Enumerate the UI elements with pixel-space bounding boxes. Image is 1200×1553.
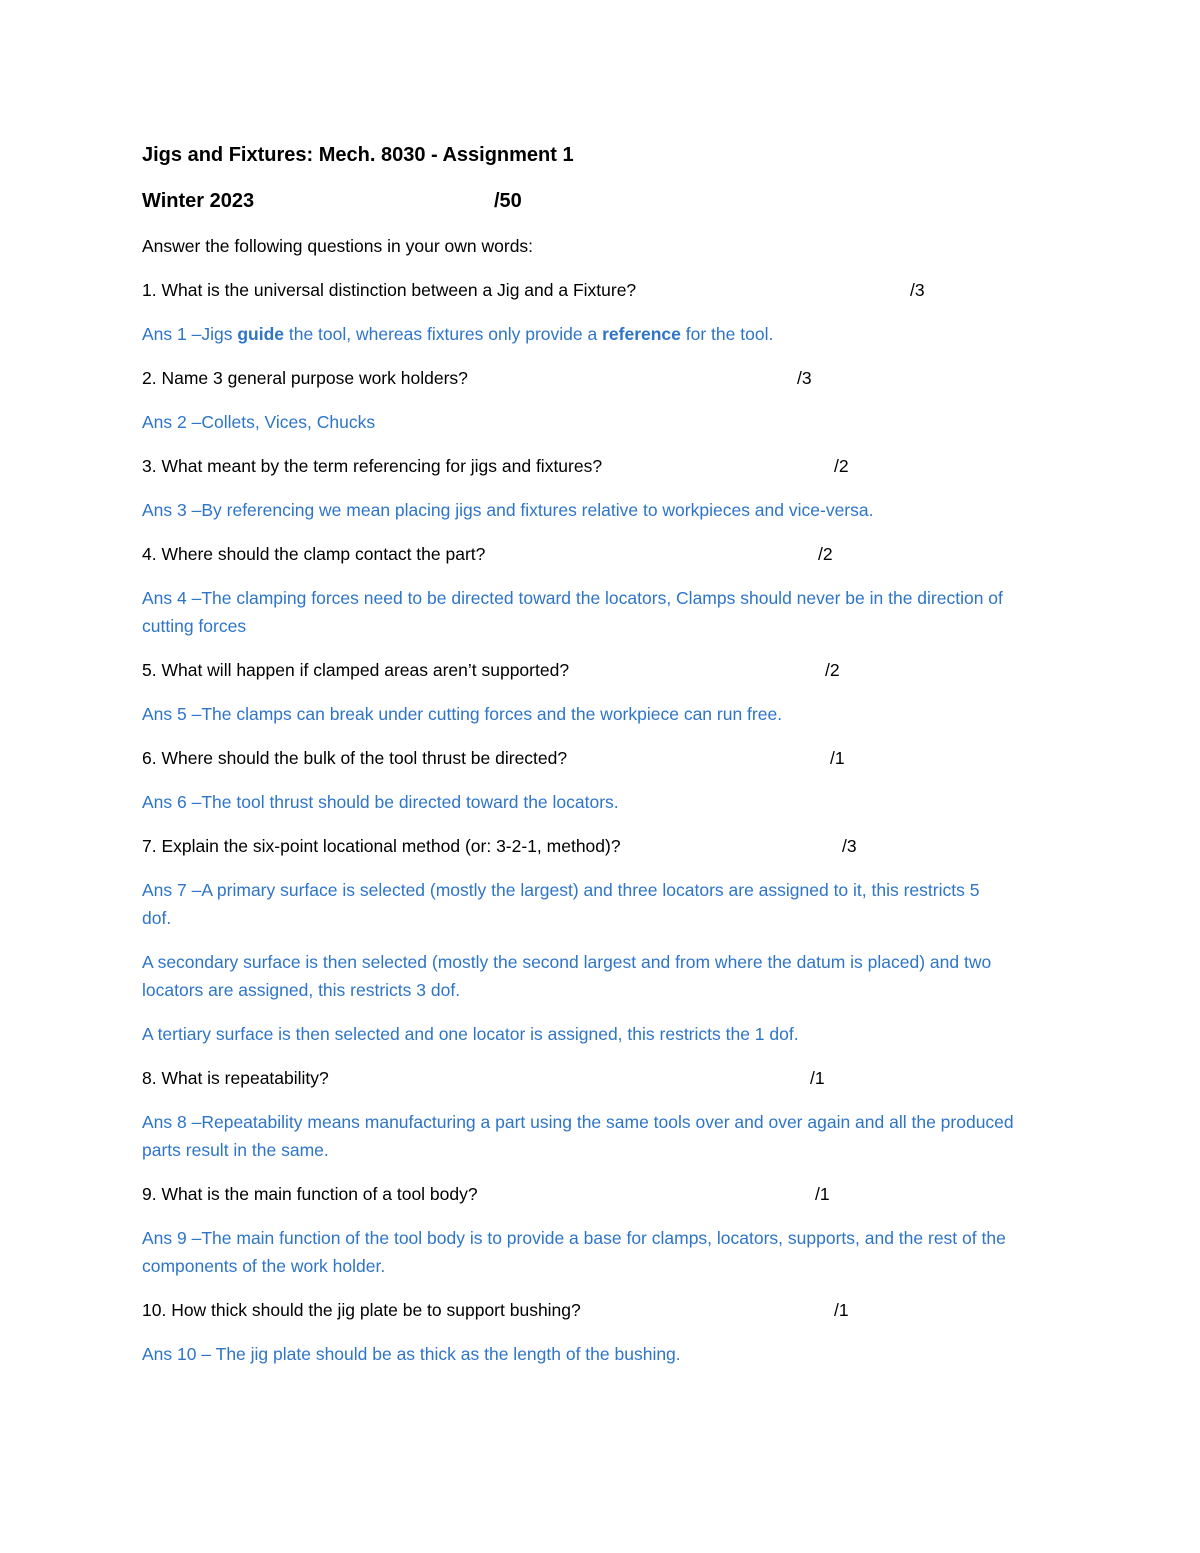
answer-8: Ans 8 –Repeatability means manufacturing a part using the same tools over and over again and all the produced parts result in the same. [142, 1112, 1014, 1160]
question-mark: /1 [815, 1184, 830, 1204]
question-mark: /3 [910, 280, 925, 300]
answer-10: Ans 10 – The jig plate should be as thick as the length of the bushing. [142, 1344, 681, 1364]
question-mark: /1 [810, 1068, 825, 1088]
question-mark: /2 [834, 456, 849, 476]
answer-1 [142, 320, 1062, 348]
answer-5: Ans 5 –The clamps can break under cutting forces and the workpiece can run free. [142, 704, 783, 724]
question-5 [142, 656, 1062, 684]
question-text: 10. How thick should the jig plate be to support bushing? [142, 1300, 581, 1320]
question-text: 4. Where should the clamp contact the part? [142, 544, 486, 564]
term: Winter 2023 [142, 190, 255, 212]
document-content [142, 140, 1062, 1368]
question-mark: /2 [825, 660, 840, 680]
question-3 [142, 452, 1062, 480]
question-4 [142, 540, 1062, 568]
question-mark: /3 [842, 836, 857, 856]
answer-7-tertiary: A tertiary surface is then selected and one locator is assigned, this restricts the 1 dof. [142, 1024, 799, 1044]
question-mark: /3 [797, 368, 812, 388]
question-mark: /1 [834, 1300, 849, 1320]
question-text: 3. What meant by the term referencing for jigs and fixtures? [142, 456, 603, 476]
answer-7: Ans 7 –A primary surface is selected (mostly the largest) and three locators are assigned to it, this restricts 5 dof. [142, 880, 980, 928]
question-mark: /2 [818, 544, 833, 564]
question-text: 9. What is the main function of a tool body? [142, 1184, 478, 1204]
question-text: 8. What is repeatability? [142, 1068, 329, 1088]
question-text: 7. Explain the six-point locational method (or: 3-2-1, method)? [142, 836, 621, 856]
answer-text: Ans 1 –Jigs [142, 324, 238, 344]
question-6 [142, 744, 1062, 772]
term-line [142, 186, 1062, 216]
answer-6: Ans 6 –The tool thrust should be directed toward the locators. [142, 792, 619, 812]
answer-emphasis: guide [237, 324, 284, 344]
question-text: 2. Name 3 general purpose work holders? [142, 368, 468, 388]
answer-4: Ans 4 –The clamping forces need to be directed toward the locators, Clamps should never be in the direction of cutting forces [142, 588, 1003, 636]
question-2 [142, 364, 1062, 392]
question-1 [142, 276, 1062, 304]
question-9 [142, 1180, 1062, 1208]
question-7 [142, 832, 1062, 860]
answer-2: Ans 2 –Collets, Vices, Chucks [142, 412, 376, 432]
question-text: 1. What is the universal distinction between a Jig and a Fixture? [142, 280, 637, 300]
answer-9: Ans 9 –The main function of the tool body is to provide a base for clamps, locators, supports, and the rest of the components of the work holder. [142, 1228, 1006, 1276]
question-text: 5. What will happen if clamped areas aren’t supported? [142, 660, 570, 680]
instructions: Answer the following questions in your own words: [142, 236, 534, 256]
total-marks: /50 [494, 190, 522, 212]
question-mark: /1 [830, 748, 845, 768]
answer-7-secondary: A secondary surface is then selected (mostly the second largest and from where the datum is placed) and two locators are assigned, this restricts 3 dof. [142, 952, 992, 1000]
document-title: Jigs and Fixtures: Mech. 8030 - Assignment 1 [142, 144, 574, 166]
answer-text: the tool, whereas fixtures only provide a [284, 324, 603, 344]
question-10 [142, 1296, 1062, 1324]
question-text: 6. Where should the bulk of the tool thrust be directed? [142, 748, 568, 768]
answer-text: for the tool. [680, 324, 774, 344]
question-8 [142, 1064, 1062, 1092]
answer-3: Ans 3 –By referencing we mean placing jigs and fixtures relative to workpieces and vice-versa. [142, 500, 874, 520]
answer-emphasis: reference [602, 324, 681, 344]
